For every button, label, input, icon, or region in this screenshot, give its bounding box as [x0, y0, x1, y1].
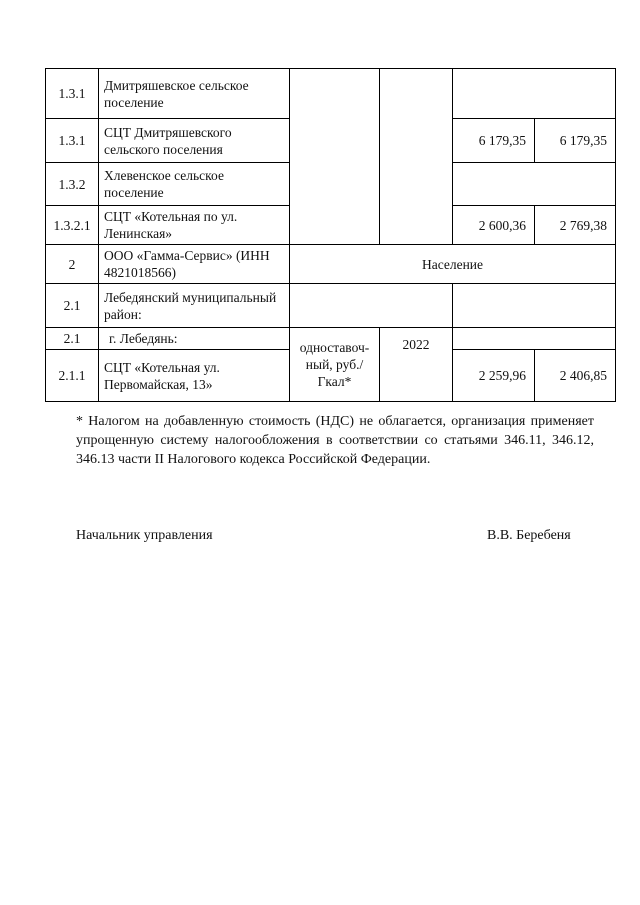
empty-cell [290, 284, 453, 328]
tariff-value: 2 769,38 [535, 206, 616, 245]
table-row [46, 245, 616, 284]
consumer-group: Население [290, 245, 616, 284]
empty-cell [453, 284, 616, 328]
row-name: СЦТ «Котельная по ул. Ленинская» [99, 206, 290, 245]
row-number: 1.3.1 [46, 119, 99, 163]
row-name: Дмитряшевское сельское поселение [99, 69, 290, 119]
row-name: г. Лебедянь: [99, 328, 290, 350]
row-name: Лебедянский муниципальный район: [99, 284, 290, 328]
empty-cell [453, 328, 616, 350]
tariff-table [45, 68, 616, 402]
row-name: ООО «Гамма-Сервис» (ИНН 4821018566) [99, 245, 290, 284]
row-number: 2.1.1 [46, 350, 99, 402]
tariff-year: 2022 [380, 328, 453, 402]
table-row [46, 328, 616, 350]
tariff-value: 2 406,85 [535, 350, 616, 402]
row-number: 1.3.1 [46, 69, 99, 119]
empty-cell [290, 69, 380, 245]
table-row [46, 284, 616, 328]
tariff-value: 6 179,35 [535, 119, 616, 163]
tariff-value: 6 179,35 [453, 119, 535, 163]
tariff-type: одноставоч-ный, руб./Гкал* [290, 328, 380, 402]
empty-cell [380, 69, 453, 245]
empty-cell [453, 69, 616, 119]
row-name: СЦТ Дмитряшевского сельского поселения [99, 119, 290, 163]
footnote: * Налогом на добавленную стоимость (НДС) не облагается, организация применяет упрощенную систему налогообложения в соответствии со статьями 346.11, 346.12, 346.13 части II Налогового кодекса Российской Федерации. [76, 414, 594, 467]
tariff-value: 2 259,96 [453, 350, 535, 402]
row-number: 1.3.2.1 [46, 206, 99, 245]
row-number: 2.1 [46, 328, 99, 350]
signatory-name: В.В. Беребеня [487, 528, 571, 543]
tariff-value: 2 600,36 [453, 206, 535, 245]
row-number: 1.3.2 [46, 163, 99, 206]
row-number: 2.1 [46, 284, 99, 328]
empty-cell [453, 163, 616, 206]
table-row [46, 69, 616, 119]
row-name: СЦТ «Котельная ул. Первомайская, 13» [99, 350, 290, 402]
row-number: 2 [46, 245, 99, 284]
signatory-position: Начальник управления [76, 528, 213, 543]
row-name: Хлевенское сельское поселение [99, 163, 290, 206]
